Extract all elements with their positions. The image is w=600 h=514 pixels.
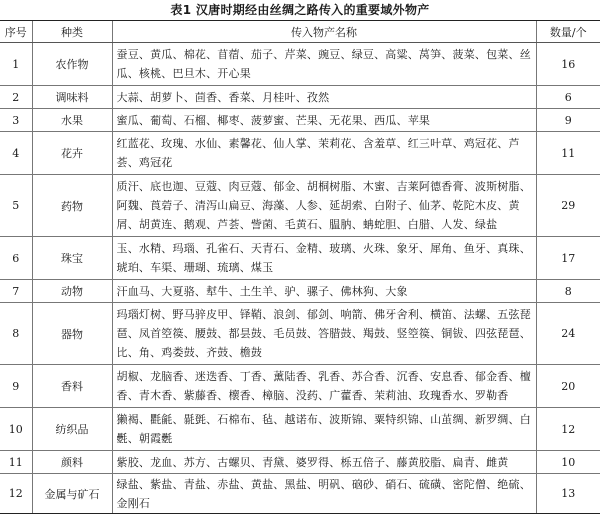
row-items: 大蒜、胡萝卜、茴香、香菜、月桂叶、孜然: [112, 86, 536, 109]
table-row: [0, 365, 600, 408]
row-category: 药物: [32, 175, 112, 237]
row-index: 4: [0, 132, 32, 175]
table-row: [0, 43, 600, 86]
row-items: 红蓝花、玫瑰、水仙、素馨花、仙人掌、茉莉花、含羞草、红三叶草、鸡冠花、芦荟、鸡冠花: [112, 132, 536, 175]
row-index: 6: [0, 237, 32, 280]
table-row: [0, 408, 600, 451]
row-index: 12: [0, 474, 32, 514]
row-index: 3: [0, 109, 32, 132]
row-count: 9: [536, 109, 600, 132]
row-index: 8: [0, 303, 32, 365]
row-category: 珠宝: [32, 237, 112, 280]
row-count: 16: [536, 43, 600, 86]
header-count: 数量/个: [536, 21, 600, 43]
row-items: 獭褐、氍毹、毾㲪、石棉布、毡、越诺布、波斯锦、粟特织锦、山茧绸、新罗绸、白氎、朝霞氎: [112, 408, 536, 451]
row-count: 29: [536, 175, 600, 237]
row-count: 13: [536, 474, 600, 514]
foreign-products-table: [0, 20, 600, 514]
row-items: 蚕豆、黄瓜、棉花、苜蓿、茄子、芹菜、豌豆、绿豆、高粱、莴笋、菠菜、包菜、丝瓜、核桃、巴旦木、开心果: [112, 43, 536, 86]
table-row: [0, 237, 600, 280]
row-category: 颜料: [32, 451, 112, 474]
row-index: 7: [0, 280, 32, 303]
row-category: 调味料: [32, 86, 112, 109]
row-items: 汗血马、大夏骆、犎牛、土生羊、驴、骡子、佛林狗、大象: [112, 280, 536, 303]
header-category: 种类: [32, 21, 112, 43]
row-index: 1: [0, 43, 32, 86]
row-index: 11: [0, 451, 32, 474]
header-row: [0, 21, 600, 43]
row-category: 纺织品: [32, 408, 112, 451]
row-items: 绿盐、紫盐、青盐、赤盐、黄盐、黑盐、明矾、硇砂、硝石、硫磺、密陀僧、绝硫、金刚石: [112, 474, 536, 514]
row-count: 11: [536, 132, 600, 175]
row-category: 器物: [32, 303, 112, 365]
row-count: 24: [536, 303, 600, 365]
table-row: [0, 474, 600, 514]
row-count: 8: [536, 280, 600, 303]
row-index: 9: [0, 365, 32, 408]
table-row: [0, 303, 600, 365]
row-category: 动物: [32, 280, 112, 303]
table-row: [0, 451, 600, 474]
row-count: 20: [536, 365, 600, 408]
row-count: 17: [536, 237, 600, 280]
row-index: 5: [0, 175, 32, 237]
row-count: 12: [536, 408, 600, 451]
table-row: [0, 86, 600, 109]
table-row: [0, 132, 600, 175]
row-items: 紫胶、龙血、苏方、古螺贝、青黛、婆罗得、栎五倍子、藤黄胶脂、扁青、雌黄: [112, 451, 536, 474]
row-items: 玛瑙灯树、野马骍皮甲、铎鞘、浪剑、郁剑、响箭、佛牙舍利、横笛、法螺、五弦琵琶、凤首箜篌、腰鼓、都昙鼓、毛员鼓、答腊鼓、羯鼓、竖箜篌、铜钹、四弦琵琶、比、角、鸡娄鼓、齐鼓、檐鼓: [112, 303, 536, 365]
table-row: [0, 280, 600, 303]
row-index: 2: [0, 86, 32, 109]
row-items: 质汗、底也迦、豆蔻、肉豆蔻、郁金、胡桐树脂、木蜜、吉莱阿德香膏、波斯树脂、阿魏、莨菪子、清泻山扁豆、海藻、人参、延胡索、白附子、仙茅、乾陀木皮、黄屑、胡黄连、鹅观、芦荟、訾菌、毛黄石、腽肭、蚺蛇胆、白腊、人发、绿盐: [112, 175, 536, 237]
table-caption: 表1 汉唐时期经由丝绸之路传入的重要域外物产: [170, 3, 430, 17]
row-items: 玉、水精、玛瑙、孔雀石、天青石、金精、玻璃、火珠、象牙、犀角、鱼牙、真珠、琥珀、车渠、珊瑚、琉璃、煤玉: [112, 237, 536, 280]
row-category: 金属与矿石: [32, 474, 112, 514]
row-category: 农作物: [32, 43, 112, 86]
header-items: 传入物产名称: [112, 21, 536, 43]
table-row: [0, 175, 600, 237]
row-index: 10: [0, 408, 32, 451]
row-count: 6: [536, 86, 600, 109]
header-index: 序号: [0, 21, 32, 43]
table-row: [0, 109, 600, 132]
row-category: 水果: [32, 109, 112, 132]
row-category: 花卉: [32, 132, 112, 175]
row-items: 胡椒、龙脑香、迷迭香、丁香、薰陆香、乳香、苏合香、沉香、安息香、郁金香、檀香、青木香、紫藤香、櫰香、樟脑、没药、广藿香、茉莉油、玫瑰香水、罗勒香: [112, 365, 536, 408]
row-category: 香料: [32, 365, 112, 408]
row-items: 蜜瓜、葡萄、石榴、椰枣、菠萝蜜、芒果、无花果、西瓜、苹果: [112, 109, 536, 132]
row-count: 10: [536, 451, 600, 474]
